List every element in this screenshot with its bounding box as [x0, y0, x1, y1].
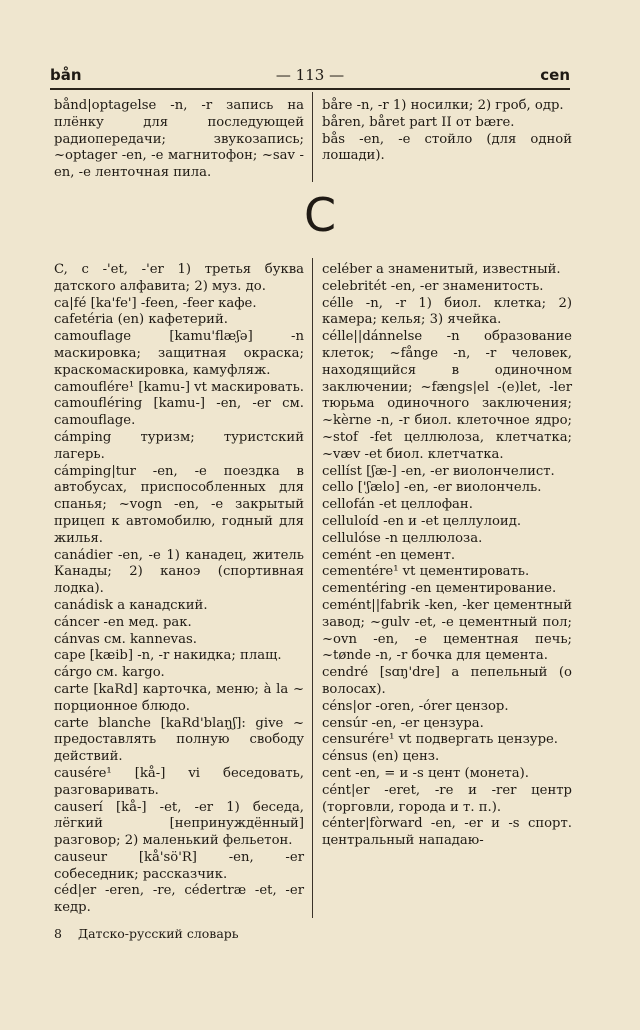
- dictionary-entry: cénsus (en) ценз.: [322, 749, 440, 765]
- left-column: [54, 262, 304, 917]
- dictionary-entry: celluloíd -en и -et целлулоид.: [322, 513, 522, 529]
- header-right-guide-word: cen: [540, 66, 570, 84]
- dictionary-entry: causére¹ [kå-] vi беседовать, разговаривать.: [54, 765, 304, 798]
- dictionary-entry: camouflage [kamu'flæʃə] -n маскировка; защитная окраска; краскомаскировка, камуфляж.: [54, 329, 304, 378]
- dictionary-entry: cénter|fòrward -en, -er и -s спорт. центральный нападаю-: [322, 816, 572, 849]
- dictionary-entry: canádier -en, -e 1) канадец, житель Канады; 2) каноэ (спортивная лодка).: [54, 547, 304, 597]
- dictionary-entry: båre -n, -r 1) носилки; 2) гроб, одр.: [322, 98, 564, 113]
- header-left-guide-word: bån: [50, 66, 82, 84]
- dictionary-entry: censurére¹ vt подвергать цензуре.: [322, 732, 559, 748]
- page-number: — 113 —: [275, 66, 345, 84]
- dictionary-entry: cellofán -et целлофан.: [322, 497, 473, 513]
- dictionary-entry: cementéring -en цементирование.: [322, 581, 557, 597]
- column-divider-main: [312, 258, 313, 918]
- dictionary-entry: cáncer -en мед. рак.: [54, 614, 192, 630]
- column-divider-top: [312, 92, 313, 182]
- book-title: Датско-русский словарь: [77, 926, 239, 941]
- dictionary-entry: céd|er -eren, -re, cédertræ -et, -er кедр.: [54, 883, 304, 916]
- dictionary-entry: ca|fé [ka'fe'] -feen, -feer кафе.: [54, 295, 257, 311]
- right-column: [322, 262, 572, 850]
- dictionary-entry: cementére¹ vt цементировать.: [322, 564, 530, 580]
- running-header: [50, 66, 570, 88]
- dictionary-entry: canádisk a канадский.: [54, 597, 208, 613]
- header-rule: [50, 88, 570, 90]
- dictionary-entry: cape [kæib] -n, -r накидка; плащ.: [54, 648, 282, 664]
- dictionary-entry: cánvas см. kannevas.: [54, 631, 197, 647]
- dictionary-entry: camouflére¹ [kamu-] vt маскировать.: [54, 379, 304, 395]
- dictionary-entry: cellulóse -n целлюлоза.: [322, 530, 483, 546]
- top-left-column: [54, 98, 304, 182]
- signature-mark: 8: [54, 926, 62, 941]
- dictionary-entry: cellíst [ʃæ-] -en, -er виолончелист.: [322, 463, 555, 479]
- dictionary-entry: cárgo см. kargo.: [54, 665, 165, 681]
- top-right-column: [322, 98, 572, 165]
- dictionary-entry: causerí [kå-] -et, -er 1) беседа, лёгкий [непринуждённый] разговор; 2) маленький фельетон.: [54, 799, 304, 849]
- dictionary-entry: cafetéria (en) кафетерий.: [54, 312, 228, 328]
- page-footer: [54, 926, 239, 941]
- dictionary-entry: causeur [kå'sö'R] -en, -er собеседник; рассказчик.: [54, 849, 304, 882]
- dictionary-entry: célle -n, -r 1) биол. клетка; 2) камера; келья; 3) ячейка.: [322, 295, 572, 328]
- dictionary-entry: célle||dánnelse -n образование клеток; ~fånge -n, -r человек, находящийся в одиночном заключении; ~fængs|el -(e)let, -ler тюрьма одиночного заключения; ~kèrne -n, -r биол. клеточное ядро; ~stof -fet целлюлоза, клетчатка; ~væv -et биол. клетчатка.: [322, 329, 572, 462]
- dictionary-entry: censúr -en, -er цензура.: [322, 715, 484, 731]
- dictionary-entry: cemént||fabrik -ken, -ker цементный завод; ~gulv -et, -e цементный пол; ~ovn -en, -e цементная печь; ~tønde -n, -r бочка для цемента.: [322, 597, 572, 664]
- dictionary-entry: cámping туризм; туристский лагерь.: [54, 429, 304, 462]
- dictionary-entry: carte blanche [kaRd'blaŋʃ]: give ~ предоставлять полную свободу действий.: [54, 715, 304, 765]
- dictionary-entry: cént|er -eret, -re и -rer центр (торговли, города и т. п.).: [322, 782, 572, 815]
- section-letter: C: [303, 188, 337, 242]
- dictionary-entry: bånd|optagelse -n, -r запись на плёнку для последующей радиопередачи; звукозапись; ~optager -en, -e магнитофон; ~sav -en, -e ленточная пила.: [54, 98, 304, 181]
- dictionary-entry: cello ['ʃælo] -en, -er виолончель.: [322, 480, 542, 496]
- dictionary-entry: celebritét -en, -er знаменитость.: [322, 278, 544, 294]
- dictionary-entry: céns|or -oren, -órer цензор.: [322, 698, 509, 714]
- dictionary-entry: cámping|tur -en, -e поездка в автобусах, приспособленных для спанья; ~vogn -en, -e закрытый прицеп к автомобилю, годный для жилья.: [54, 463, 304, 546]
- dictionary-entry: C, c -'et, -'er 1) третья буква датского алфавита; 2) муз. до.: [54, 262, 304, 294]
- dictionary-entry: carte [kaRd] карточка, меню; à la ~ порционное блюдо.: [54, 681, 304, 714]
- dictionary-entry: cent -en, = и -s цент (монета).: [322, 765, 529, 781]
- dictionary-entry: camoufléring [kamu-] -en, -er см. camouflage.: [54, 396, 304, 429]
- dictionary-entry: båren, båret part II от bære.: [322, 114, 515, 130]
- dictionary-entry: bås -en, -e стойло (для одной лошади).: [322, 131, 572, 164]
- dictionary-entry: celéber a знаменитый, известный.: [322, 262, 561, 277]
- dictionary-entry: cendré [sɑŋ'dre] a пепельный (о волосах).: [322, 665, 572, 697]
- dictionary-entry: cemént -en цемент.: [322, 547, 456, 563]
